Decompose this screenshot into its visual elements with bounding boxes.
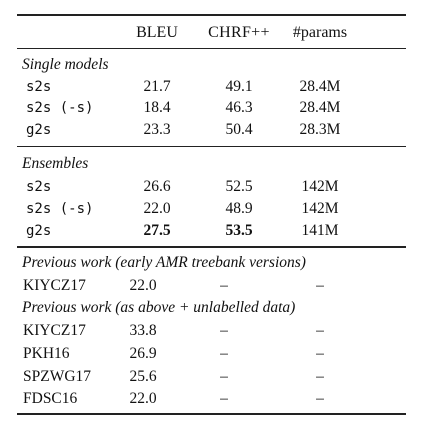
row-bleu: 18.4: [143, 99, 171, 116]
row-model: s2s (-s): [26, 201, 94, 217]
bottom-rule: [17, 413, 406, 415]
row-chrf: –: [220, 277, 228, 294]
row-chrf: 52.5: [225, 178, 253, 195]
section-title: Single models: [22, 56, 109, 73]
row-params: –: [316, 390, 324, 407]
row-chrf: 46.3: [225, 99, 253, 116]
row-bleu: 23.3: [143, 121, 171, 138]
row-bleu: 22.0: [129, 277, 157, 294]
top-rule: [17, 14, 406, 16]
row-chrf-best: 53.5: [225, 222, 253, 239]
row-model: FDSC16: [23, 390, 78, 407]
row-bleu: 22.0: [143, 200, 171, 217]
section-title: Ensembles: [22, 155, 89, 172]
row-model: KIYCZ17: [23, 322, 86, 339]
row-model: PKH16: [23, 345, 70, 362]
header-bleu: BLEU: [136, 24, 178, 41]
row-params: –: [316, 345, 324, 362]
row-bleu: 26.6: [143, 178, 171, 195]
row-params: 28.4M: [299, 99, 341, 116]
row-params: –: [316, 322, 324, 339]
row-bleu: 33.8: [129, 322, 157, 339]
row-chrf: 49.1: [225, 78, 253, 95]
header-params: #params: [292, 24, 348, 41]
row-bleu: 25.6: [129, 368, 157, 385]
row-bleu: 26.9: [129, 345, 157, 362]
row-params: 142M: [301, 178, 339, 195]
row-chrf: 48.9: [225, 200, 253, 217]
header-chrf: CHRF++: [208, 24, 270, 41]
section-title: Previous work (as above + unlabelled data): [22, 299, 296, 316]
row-chrf: –: [220, 345, 228, 362]
row-model: g2s: [26, 223, 52, 239]
row-params: 28.3M: [299, 121, 341, 138]
section-rule: [17, 146, 406, 147]
section-title: Previous work (early AMR treebank versions): [22, 254, 306, 271]
row-bleu-best: 27.5: [143, 222, 171, 239]
row-bleu: 22.0: [129, 390, 157, 407]
row-params: 28.4M: [299, 78, 341, 95]
row-model: s2s: [26, 179, 52, 195]
row-params: –: [316, 277, 324, 294]
row-chrf: 50.4: [225, 121, 253, 138]
row-chrf: –: [220, 322, 228, 339]
row-model: KIYCZ17: [23, 277, 86, 294]
row-model: g2s: [26, 122, 52, 138]
row-model: s2s (-s): [26, 100, 94, 116]
header-rule: [17, 48, 406, 49]
row-params: –: [316, 368, 324, 385]
section-rule: [17, 246, 406, 248]
row-bleu: 21.7: [143, 78, 171, 95]
row-model: SPZWG17: [23, 368, 92, 385]
row-model: s2s: [26, 79, 52, 95]
row-params: 142M: [301, 200, 339, 217]
row-params: 141M: [301, 222, 339, 239]
row-chrf: –: [220, 390, 228, 407]
row-chrf: –: [220, 368, 228, 385]
